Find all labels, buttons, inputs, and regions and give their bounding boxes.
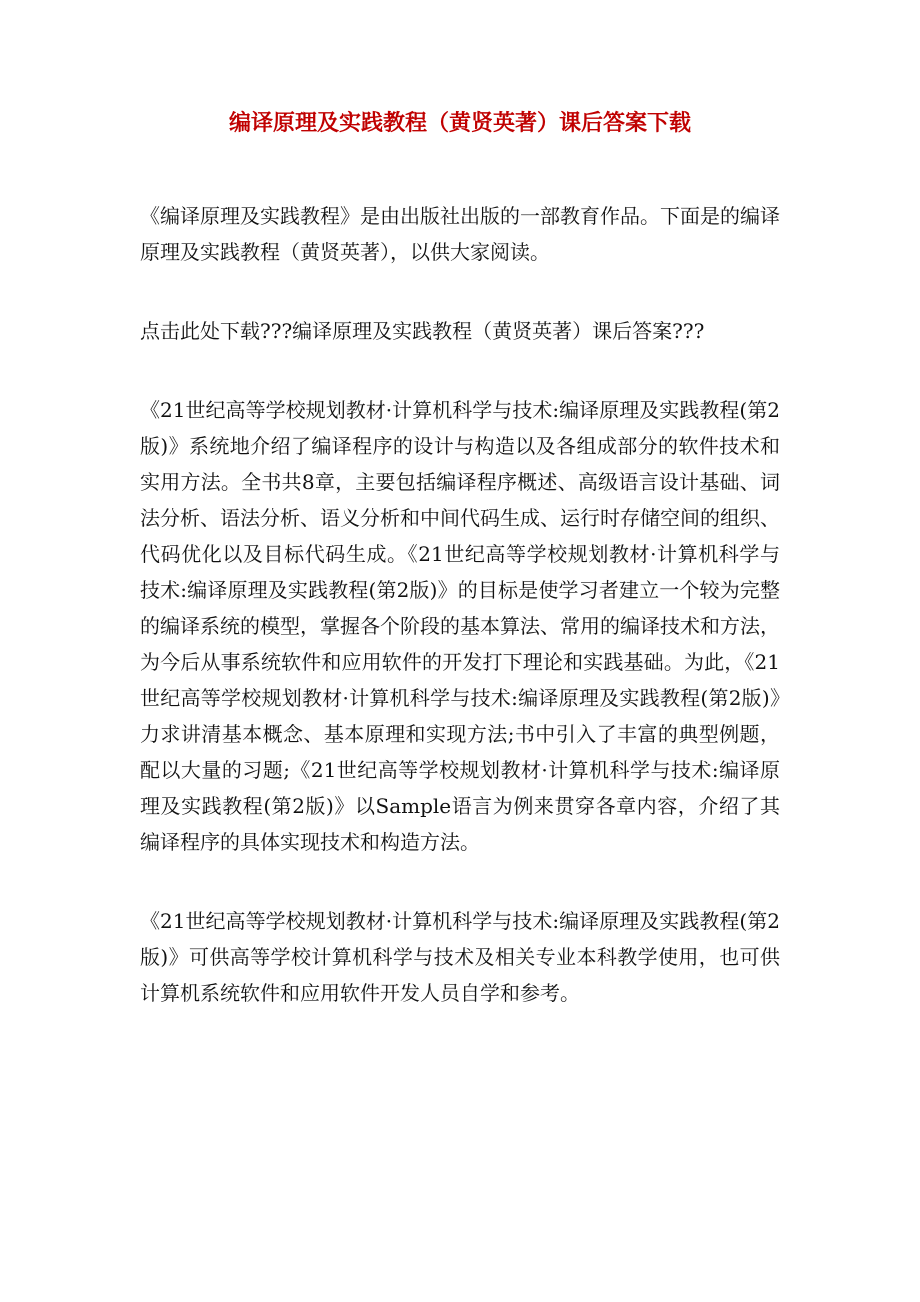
- document-body: [140, 198, 780, 1054]
- intro-paragraph: 《编译原理及实践教程》是由出版社出版的一部教育作品。下面是的编译原理及实践教程（黄贤英著），以供大家阅读。: [140, 204, 780, 264]
- audience-paragraph: 《21世纪高等学校规划教材·计算机科学与技术:编译原理及实践教程(第2版)》可供高等学校计算机科学与技术及相关专业本科教学使用，也可供计算机系统软件和应用软件开发人员自学和参考。: [140, 909, 780, 1005]
- description-paragraph: 《21世纪高等学校规划教材·计算机科学与技术:编译原理及实践教程(第2版)》系统地介绍了编译程序的设计与构造以及各组成部分的软件技术和实用方法。全书共8章，主要包括编译程序概述、高级语言设计基础、词法分析、语法分析、语义分析和中间代码生成、运行时存储空间的组织、代码优化以及目标代码生成。《21世纪高等学校规划教材·计算机科学与技术:编译原理及实践教程(第2版)》的目标是使学习者建立一个较为完整的编译系统的模型，掌握各个阶段的基本算法、常用的编译技术和方法，为今后从事系统软件和应用软件的开发打下理论和实践基础。为此，《21世纪高等学校规划教材·计算机科学与技术:编译原理及实践教程(第2版)》力求讲清基本概念、基本原理和实现方法;书中引入了丰富的典型例题，配以大量的习题;《21世纪高等学校规划教材·计算机科学与技术:编译原理及实践教程(第2版)》以Sample语言为例来贯穿各章内容，介绍了其编译程序的具体实现技术和构造方法。: [140, 398, 780, 854]
- document-title: 编译原理及实践教程（黄贤英著）课后答案下载: [228, 110, 691, 136]
- download-link[interactable]: 点击此处下载???编译原理及实践教程（黄贤英著）课后答案???: [140, 319, 705, 343]
